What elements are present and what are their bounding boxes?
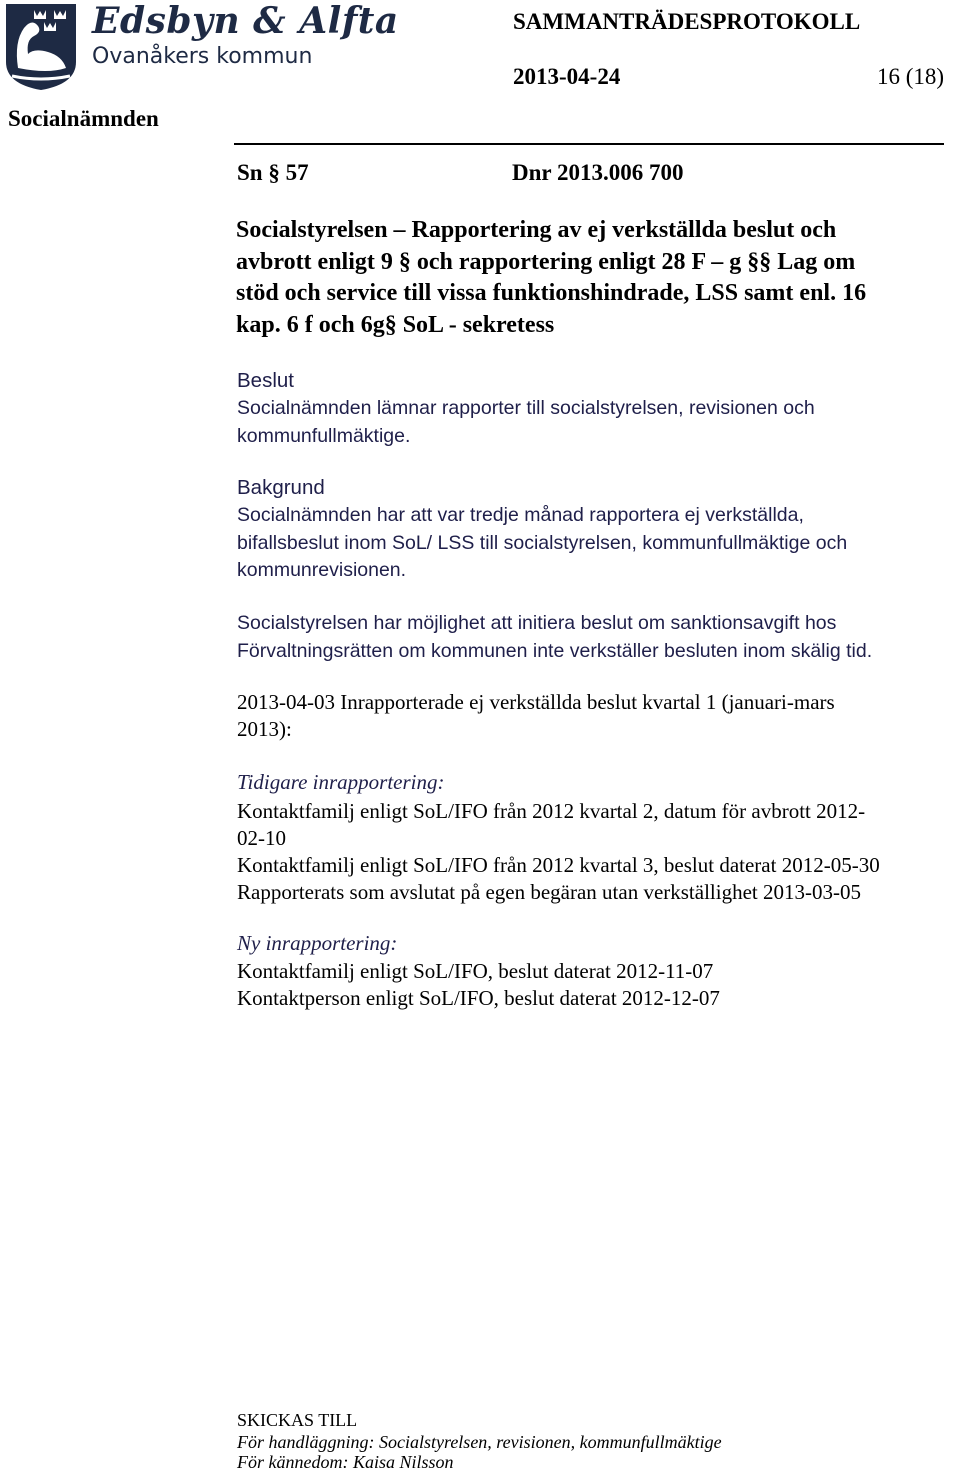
case-title-line: kap. 6 f och 6g§ SoL - sekretess: [236, 311, 555, 338]
decision-line: Socialnämnden lämnar rapporter till socialstyrelsen, revisionen och: [237, 397, 815, 419]
document-type: SAMMANTRÄDESPROTOKOLL: [513, 9, 861, 34]
brand-subtitle: Ovanåkers kommun: [92, 44, 313, 69]
background-heading: Bakgrund: [237, 476, 325, 499]
sanction-line: Förvaltningsrätten om kommunen inte verkställer besluten inom skälig tid.: [237, 639, 873, 662]
previous-report-line: Kontaktfamilj enligt SoL/IFO från 2012 kvartal 2, datum för avbrott 2012-: [237, 799, 866, 823]
swan-crest-icon: [4, 2, 78, 90]
sanction-line: Socialstyrelsen har möjlighet att initiera beslut om sanktionsavgift hos: [237, 612, 837, 634]
brand-name: Edsbyn & Alfta: [92, 0, 399, 42]
decision-text: [237, 395, 815, 450]
case-title-line: Socialstyrelsen – Rapportering av ej verkställda beslut och: [236, 217, 837, 243]
previous-report-line: 02-10: [237, 826, 286, 850]
committee-name: Socialnämnden: [8, 106, 159, 131]
meeting-date: 2013-04-24: [513, 64, 621, 89]
previous-report-line: Rapporterats som avslutat på egen begäran utan verkställighet 2013-03-05: [237, 880, 861, 904]
header-divider: [234, 143, 944, 145]
case-title: [236, 215, 946, 341]
report-intro: [237, 689, 835, 743]
background-line: Socialnämnden har att var tredje månad rapportera ej verkställda,: [237, 504, 804, 526]
report-intro-line: 2013):: [237, 717, 292, 741]
case-title-line: avbrott enligt 9 § och rapportering enligt 28 F – g §§ Lag om: [236, 248, 856, 275]
previous-report-heading: Tidigare inrapportering:: [237, 770, 445, 794]
background-line: bifallsbeslut inom SoL/ LSS till socialstyrelsen, kommunfullmäktige och: [237, 531, 848, 554]
case-title-line: stöd och service till vissa funktionshindrade, LSS samt enl. 16: [236, 280, 867, 306]
new-report-line: Kontaktperson enligt SoL/IFO, beslut daterat 2012-12-07: [237, 986, 720, 1010]
previous-report-line: Kontaktfamilj enligt SoL/IFO från 2012 kvartal 3, beslut daterat 2012-05-30: [237, 853, 880, 877]
new-report-heading: Ny inrapportering:: [237, 931, 398, 955]
previous-report-list: [237, 798, 880, 906]
distribution-heading: SKICKAS TILL: [237, 1410, 358, 1430]
case-number: Sn § 57: [237, 160, 309, 185]
distribution-knowledge: För kännedom: Kaisa Nilsson: [237, 1452, 454, 1472]
report-intro-line: 2013-04-03 Inrapporterade ej verkställda beslut kvartal 1 (januari-mars: [237, 690, 835, 714]
decision-heading: Beslut: [237, 369, 294, 392]
background-line: kommunrevisionen.: [237, 559, 407, 581]
municipality-logo: [4, 2, 78, 90]
new-report-list: [237, 958, 720, 1012]
sanction-paragraph: [237, 610, 872, 665]
new-report-line: Kontaktfamilj enligt SoL/IFO, beslut daterat 2012-11-07: [237, 959, 714, 983]
distribution-handling: För handläggning: Socialstyrelsen, revisionen, kommunfullmäktige: [237, 1432, 722, 1452]
page-number: 16 (18): [877, 64, 945, 89]
background-text: [237, 502, 847, 585]
decision-line: kommunfullmäktige.: [237, 424, 411, 447]
registration-number: Dnr 2013.006 700: [512, 160, 684, 185]
